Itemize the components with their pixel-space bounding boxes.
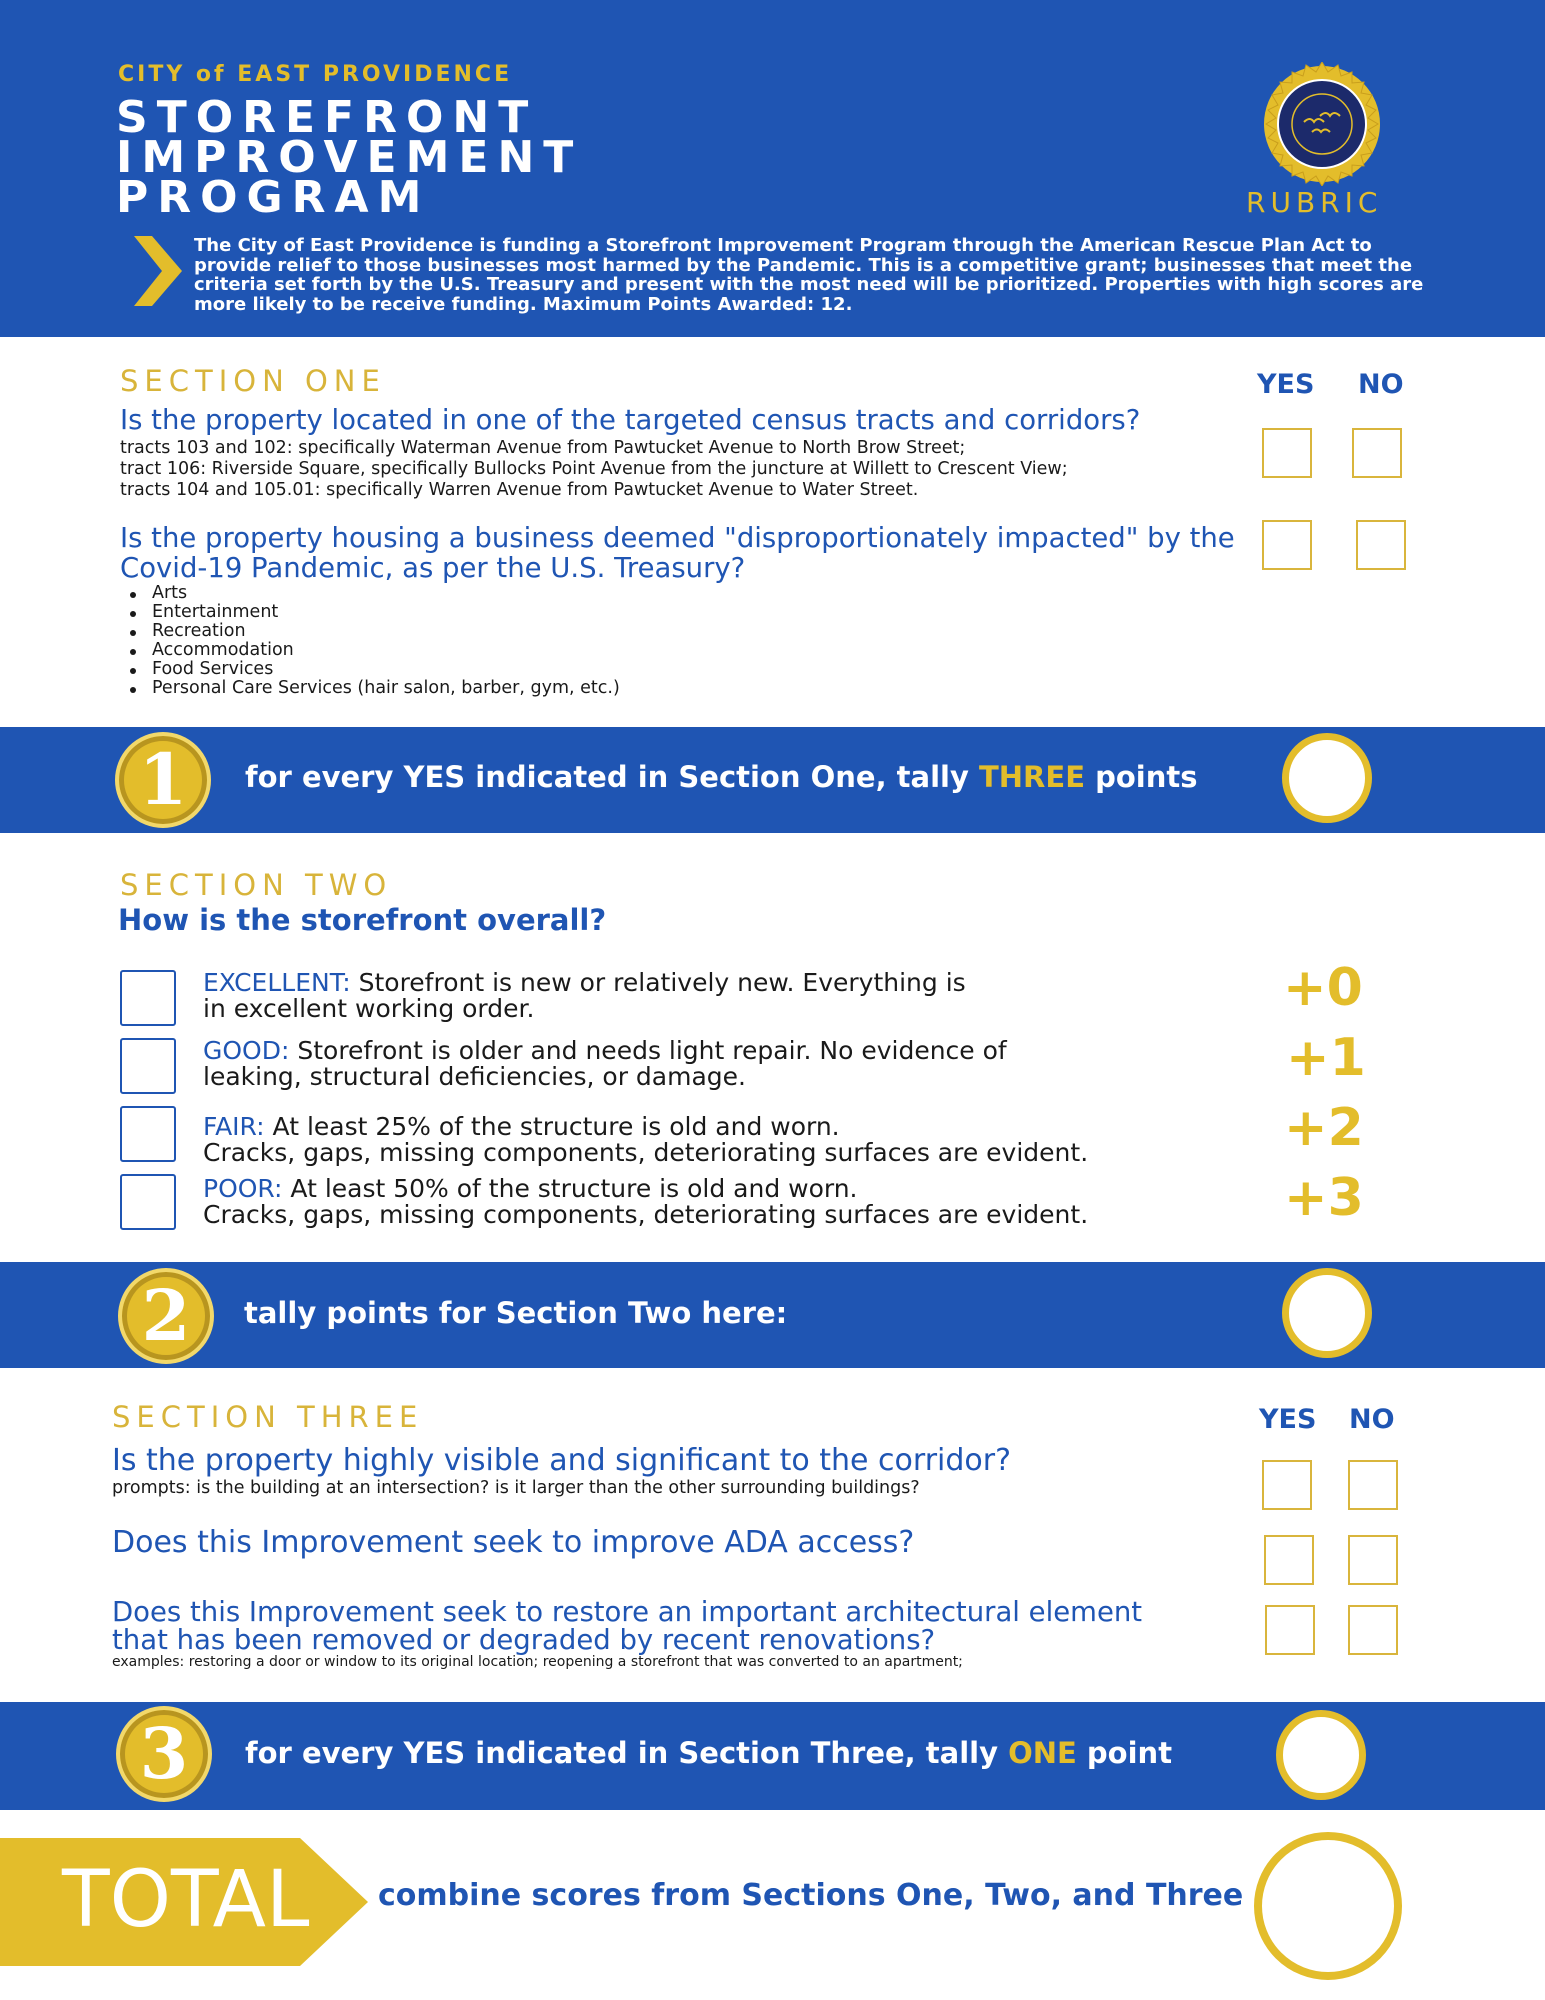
tally-text-before: for every YES indicated in Section One, tally <box>245 760 979 794</box>
points-excellent: +0 <box>1283 958 1363 1018</box>
detail-line: tract 106: Riverside Square, specifically Bullocks Point Avenue from the juncture at Willett to Crescent View; <box>120 459 1068 479</box>
total-score-circle[interactable] <box>1254 1832 1402 1980</box>
title-line-3: PROGRAM <box>116 172 431 223</box>
detail-line: tracts 103 and 102: specifically Waterman Avenue from Pawtucket Avenue to North Brow Street; <box>120 438 966 458</box>
list-item: Arts <box>122 584 620 603</box>
s3-q1-yes-checkbox[interactable] <box>1262 1460 1312 1510</box>
city-seal-icon <box>1260 62 1384 186</box>
badge-number: 1 <box>138 738 188 821</box>
section-one-question-2-line-1: Is the property housing a business deemed "disproportionately impacted" by the <box>120 522 1235 554</box>
chevron-right-icon <box>134 236 182 306</box>
s3-q1-no-checkbox[interactable] <box>1348 1460 1398 1510</box>
option-text: Storefront is older and needs light repair. No evidence of <box>289 1036 1007 1065</box>
section-three-question-3-line-1: Does this Improvement seek to restore an important architectural element <box>112 1596 1143 1628</box>
badge-2-icon <box>118 1268 214 1364</box>
tally-text-after: points <box>1085 760 1198 794</box>
points-good: +1 <box>1286 1028 1366 1088</box>
option-key: GOOD: <box>203 1036 290 1065</box>
section-one-label: SECTION ONE <box>120 364 386 398</box>
option-fair <box>203 1114 1088 1166</box>
list-item: Personal Care Services (hair salon, barber, gym, etc.) <box>122 679 620 698</box>
badge-3-icon <box>116 1706 212 1802</box>
option-text: in excellent working order. <box>203 994 535 1023</box>
detail-line: tracts 104 and 105.01: specifically Warren Avenue from Pawtucket Avenue to Water Street. <box>120 480 919 500</box>
total-label: TOTAL <box>62 1855 310 1945</box>
section-three-no-header: NO <box>1349 1404 1395 1435</box>
s3-q3-yes-checkbox[interactable] <box>1265 1605 1315 1655</box>
excellent-checkbox[interactable] <box>120 970 176 1026</box>
q1-no-checkbox[interactable] <box>1352 428 1402 478</box>
title-line-1: STOREFRONT <box>116 92 538 143</box>
list-item: Recreation <box>122 622 620 641</box>
good-checkbox[interactable] <box>120 1038 176 1094</box>
q2-no-checkbox[interactable] <box>1356 520 1406 570</box>
section-three-question-2: Does this Improvement seek to improve ADA access? <box>112 1525 915 1560</box>
section-two-question: How is the storefront overall? <box>118 903 607 937</box>
fair-checkbox[interactable] <box>120 1106 176 1162</box>
badge-number: 3 <box>139 1712 189 1795</box>
q1-yes-checkbox[interactable] <box>1262 428 1312 478</box>
tally-highlight: THREE <box>979 760 1086 794</box>
tally-highlight: ONE <box>1008 1736 1077 1770</box>
list-item: Accommodation <box>122 641 620 660</box>
city-name: CITY of EAST PROVIDENCE <box>118 62 513 87</box>
section-three-label: SECTION THREE <box>112 1400 424 1434</box>
points-fair: +2 <box>1284 1098 1364 1158</box>
rubric-label: RUBRIC <box>1246 186 1383 219</box>
section-one-score-circle[interactable] <box>1282 733 1372 823</box>
title-line-2: IMPROVEMENT <box>116 132 583 183</box>
option-key: POOR: <box>203 1174 283 1203</box>
section-one-tally-text <box>245 760 1198 794</box>
option-poor <box>203 1176 1088 1228</box>
option-text: Cracks, gaps, missing components, deteriorating surfaces are evident. <box>203 1138 1089 1167</box>
tally-text-after: point <box>1076 1736 1173 1770</box>
section-two-score-circle[interactable] <box>1282 1268 1372 1358</box>
list-item: Food Services <box>122 660 620 679</box>
badge-1-icon <box>115 732 211 828</box>
badge-number: 2 <box>141 1274 191 1357</box>
section-one-question-1: Is the property located in one of the targeted census tracts and corridors? <box>120 404 1141 436</box>
section-one-no-header: NO <box>1358 369 1404 400</box>
s3-q2-yes-checkbox[interactable] <box>1264 1535 1314 1585</box>
option-text: leaking, structural deficiencies, or damage. <box>203 1062 746 1091</box>
impacted-industries-list <box>122 584 620 698</box>
intro-text: The City of East Providence is funding a Storefront Improvement Program through the American Rescue Plan Act to provide relief to those businesses most harmed by the Pandemic. This is a competitive grant; businesses that meet the criteria set forth by the U.S. Treasury and present with the most need will be prioritized. Properties with high scores are more likely to be receive funding. Maximum Points Awarded: 12. <box>194 235 1424 315</box>
section-two-tally-text: tally points for Section Two here: <box>244 1296 788 1330</box>
points-poor: +3 <box>1284 1168 1364 1228</box>
section-two-label: SECTION TWO <box>120 868 393 902</box>
option-key: EXCELLENT: <box>203 968 351 997</box>
poor-checkbox[interactable] <box>120 1174 176 1230</box>
section-three-question-3-detail: examples: restoring a door or window to its original location; reopening a storefront that was converted to an apartment; <box>112 1654 963 1670</box>
option-text: At least 25% of the structure is old and worn. <box>264 1112 840 1141</box>
section-three-yes-header: YES <box>1259 1404 1317 1435</box>
list-item: Entertainment <box>122 603 620 622</box>
section-one-question-1-details <box>120 438 1068 501</box>
section-one-question-2-line-2: Covid-19 Pandemic, as per the U.S. Treasury? <box>120 552 746 584</box>
option-text: Cracks, gaps, missing components, deteriorating surfaces are evident. <box>203 1200 1089 1229</box>
option-key: FAIR: <box>203 1112 265 1141</box>
q2-yes-checkbox[interactable] <box>1262 520 1312 570</box>
section-three-tally-text <box>245 1736 1172 1770</box>
section-three-question-3-line-2: that has been removed or degraded by recent renovations? <box>112 1624 936 1656</box>
section-three-question-1-detail: prompts: is the building at an intersection? is it larger than the other surrounding buildings? <box>112 1478 920 1498</box>
option-excellent <box>203 970 966 1022</box>
s3-q3-no-checkbox[interactable] <box>1348 1605 1398 1655</box>
total-description: combine scores from Sections One, Two, and Three <box>378 1878 1244 1913</box>
option-text: Storefront is new or relatively new. Everything is <box>350 968 966 997</box>
tally-text-before: for every YES indicated in Section Three, tally <box>245 1736 1009 1770</box>
section-three-question-1: Is the property highly visible and significant to the corridor? <box>112 1443 1012 1478</box>
option-good <box>203 1038 1007 1090</box>
option-text: At least 50% of the structure is old and worn. <box>282 1174 858 1203</box>
section-three-score-circle[interactable] <box>1276 1710 1366 1800</box>
s3-q2-no-checkbox[interactable] <box>1348 1535 1398 1585</box>
section-one-yes-header: YES <box>1257 369 1315 400</box>
